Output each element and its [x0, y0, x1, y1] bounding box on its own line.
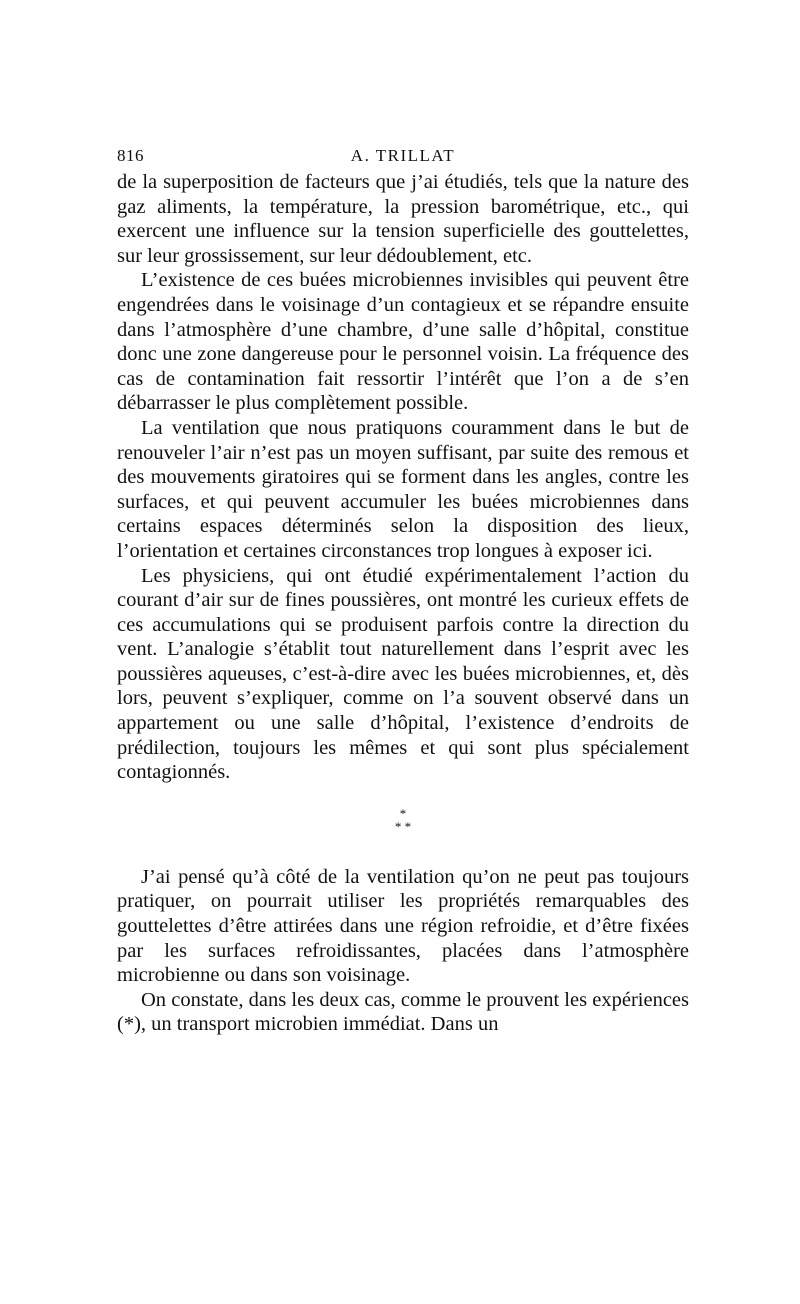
running-head [117, 140, 689, 170]
running-title: A. TRILLAT [350, 146, 456, 165]
asterism-bottom: * * [394, 818, 412, 834]
body-section-1 [117, 170, 689, 785]
page [117, 140, 689, 1037]
asterism-separator [117, 807, 689, 841]
paragraph: L’existence de ces buées microbiennes invisibles qui peuvent être engendrées dans le voisinage d’un contagieux et se répandre ensuite dans l’atmosphère d’une chambre, d’une salle d’hôpital, constitue donc une zone dangereuse pour le personnel voisin. La fréquence des cas de contamination fait ressortir l’intérêt que l’on a de s’en débarrasser le plus complètement possible. [117, 269, 689, 415]
paragraph: La ventilation que nous pratiquons couramment dans le but de renouveler l’air n’est pas un moyen suffisant, par suite des remous et des mouvements giratoires qui se forment dans les angles, contre les surfaces, et qui peuvent accumuler les buées microbiennes dans certains espaces déterminés selon la disposition des lieux, l’orientation et certaines circonstances trop longues à exposer ici. [117, 416, 689, 562]
asterism-top: * [399, 805, 407, 821]
paragraph: J’ai pensé qu’à côté de la ventilation qu’on ne peut pas toujours pratiquer, on pourrait utiliser les propriétés remarquables des gouttelettes d’être attirées dans une région refroidie, et d’être fixées par les surfaces refroidissantes, placées dans l’atmosphère microbienne ou dans son voisinage. [117, 865, 689, 987]
paragraph: Les physiciens, qui ont étudié expérimentalement l’action du courant d’air sur de fines poussières, ont montré les curieux effets de ces accumulations qui se produisent parfois contre la direction du vent. L’analogie s’établit tout naturellement dans l’esprit avec les poussières aqueuses, c’est-à-dire avec les buées microbiennes, et, dès lors, peuvent s’expliquer, comme on l’a souvent observé dans un appartement ou une salle d’hôpital, l’existence d’endroits de prédilection, toujours les mêmes et qui sont plus spécialement contagionnés. [117, 564, 689, 784]
paragraph: de la superposition de facteurs que j’ai étudiés, tels que la nature des gaz aliments, la température, la pression barométrique, etc., qui exercent une influence sur la tension superficielle des gouttelettes, sur leur grossissement, sur leur dédoublement, etc. [117, 171, 689, 267]
paragraph: On constate, dans les deux cas, comme le prouvent les expériences (*), un transport microbien immédiat. Dans un [117, 988, 689, 1036]
page-number: 816 [117, 146, 144, 165]
body-section-2 [117, 865, 689, 1037]
